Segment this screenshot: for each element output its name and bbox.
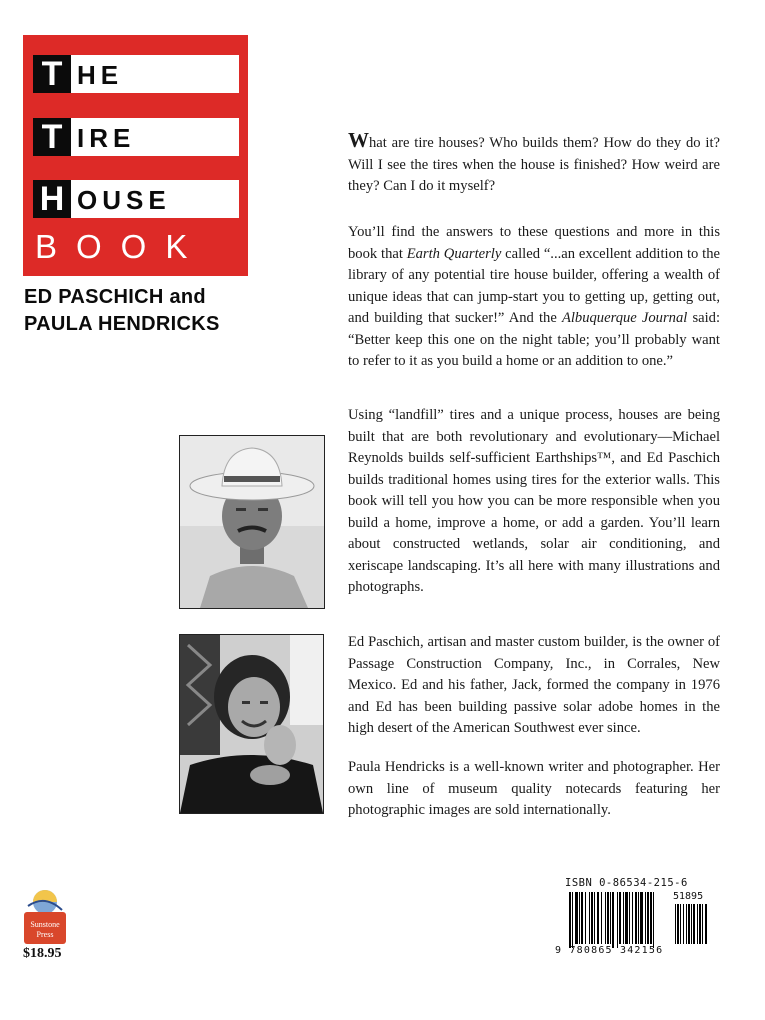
paragraph-text: Using “landfill” tires and a unique process, houses are being built that are both revolutionary and evolutionary—Michael Reynolds builds self-sufficient Earthships™, and Ed Paschich builds traditional homes using tires for the exterior walls. This book will tell you how you can be more responsible when you build a home, improve a home, or add a garden. You’ll learn about constructed wetlands, solar air conditioning, and xeriscape landscaping. It’s all here with many illustrations and photographs. [348, 407, 720, 595]
title-rest: OUSE [77, 185, 171, 215]
isbn-number: ISBN 0-86534-215-6 [565, 877, 688, 889]
title-row-house [33, 180, 239, 218]
title-initial: T [33, 118, 71, 156]
paragraph-text: called “...an excellent addition to the library of any potential tire house builder, offering a wealth of unique ideas that can jump-start you to getting up, getting out, and building that sucker!” And the [348, 245, 720, 326]
paragraph-text: hat are tire houses? Who builds them? How do they do it? Will I see the tires when the house is finished? How weird are they? Can I do it myself? [348, 135, 720, 194]
author-photo-ed [179, 435, 325, 609]
authors-line-1: ED PASCHICH and [24, 286, 206, 308]
blurb-paragraph-3 [348, 405, 720, 599]
logo-text-line-2: Press [36, 930, 54, 939]
author-bio-ed [348, 632, 720, 740]
title-book-word: BOOK [35, 228, 207, 265]
paragraph-text: You’ll find the answers to these questions and more in this book that [348, 224, 720, 262]
title-row-tire [33, 118, 239, 156]
authors [24, 284, 264, 338]
logo-text-line-1: Sunstone [30, 920, 60, 929]
title-initial: T [33, 55, 71, 93]
title-row-the [33, 55, 239, 93]
blurb-paragraph-1 [348, 130, 720, 198]
publication-name: Earth Quarterly [406, 245, 502, 262]
author-photo-paula [179, 634, 324, 814]
drop-cap: W [348, 128, 369, 152]
author-bio-paula [348, 757, 720, 822]
barcode-addon-number: 51895 [673, 891, 704, 902]
book-title-block [23, 35, 248, 276]
title-rest: IRE [77, 123, 136, 153]
blurb-paragraph-2 [348, 222, 720, 373]
paragraph-text: Ed Paschich, artisan and master custom builder, is the owner of Passage Construction Company, Inc., in Corrales, New Mexico. Ed and his father, Jack, formed the company in 1976 and Ed has been building passive solar adobe homes in the high desert of the American Southwest ever since. [348, 634, 720, 736]
authors-line-2: PAULA HENDRICKS [24, 313, 220, 335]
barcode-digits: 9 780865 342156 [555, 945, 664, 956]
paragraph-text: Paula Hendricks is a well-known writer and photographer. Her own line of museum quality notecards featuring her photographic images are sold internationally. [348, 759, 720, 818]
publisher-logo [22, 886, 68, 946]
barcode [555, 877, 725, 963]
title-initial: H [33, 180, 71, 218]
publication-name: Albuquerque Journal [561, 310, 688, 326]
price: $18.95 [23, 946, 62, 961]
title-rest: HE [77, 60, 124, 90]
paragraph-text: said: “Better keep this one on the night table; you’ll probably want to refer to it as you build a home or an addition to one.” [348, 310, 721, 369]
